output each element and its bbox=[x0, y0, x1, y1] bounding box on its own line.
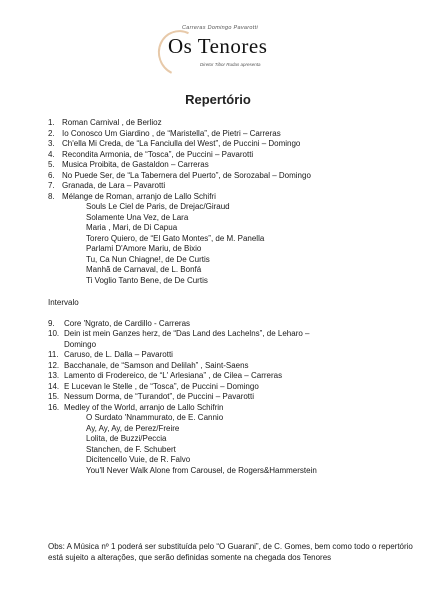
medley-subitem: Ay, Ay, Ay, de Perez/Freire bbox=[86, 423, 180, 433]
list-item bbox=[48, 392, 420, 403]
list-item bbox=[48, 139, 420, 150]
page-title: Repertório bbox=[185, 92, 251, 107]
item-number: 4. bbox=[48, 149, 55, 159]
list-item bbox=[48, 350, 420, 361]
medley-subitem: Manhã de Carnaval, de L. Bonfá bbox=[86, 265, 202, 274]
list-item bbox=[48, 160, 420, 171]
medley-subitem: Stanchen, de F. Schubert bbox=[86, 444, 176, 454]
item-text: Core 'Ngrato, de Cardillo - Carreras bbox=[64, 318, 191, 328]
item-text: Ch'ella Mi Creda, de “La Fanciulla del West”, de Puccini – Domingo bbox=[62, 139, 301, 148]
item-number: 9. bbox=[48, 318, 55, 328]
item-number: 12. bbox=[48, 360, 60, 370]
medley-subitem: Souls Le Ciel de Paris, de Drejac/Giraud bbox=[86, 202, 230, 211]
medley-subitem: Parlami D'Amore Mariu, de Bixio bbox=[86, 244, 202, 253]
item-text: Roman Carnival , de Berlioz bbox=[62, 118, 162, 127]
medley-subitem: Maria , Mari, de Di Capua bbox=[86, 223, 178, 232]
footnote: Obs: A Música nº 1 poderá ser substituída pelo “O Guarani”, de C. Gomes, bem como todo o repertório está sujeito a alterações, que serão definidas somente na chegada dos Tenores bbox=[48, 542, 413, 562]
item-number: 15. bbox=[48, 392, 60, 401]
list-item bbox=[48, 181, 420, 192]
item-number: 1. bbox=[48, 118, 55, 127]
logo-singers-line: Carreras Domingo Pavarotti bbox=[182, 25, 258, 31]
item-number: 16. bbox=[48, 402, 60, 412]
list-item bbox=[48, 403, 420, 414]
item-text: Nessum Dorma, de “Turandot”, de Puccini – Pavarotti bbox=[64, 392, 255, 401]
item-number: 8. bbox=[48, 191, 55, 201]
item-number: 2. bbox=[48, 128, 55, 138]
list-item bbox=[48, 150, 420, 161]
list-item bbox=[48, 192, 420, 203]
item-text: Io Conosco Um Giardino , de “Maristella”, de Pietri – Carreras bbox=[62, 128, 281, 138]
os-tenores-logo bbox=[148, 22, 298, 78]
item-continuation: Domingo bbox=[64, 339, 97, 349]
item-text: Caruso, de L. Dalla – Pavarotti bbox=[64, 350, 173, 359]
medley-subitem: O Surdato 'Nnammurato, de E. Cannio bbox=[86, 413, 224, 422]
item-text: Medley of the World, arranjo de Lallo Schifrin bbox=[64, 402, 224, 412]
item-text: Bacchanale, de “Samson and Delilah” , Saint-Saens bbox=[64, 360, 249, 370]
item-number: 11. bbox=[48, 350, 59, 359]
item-text: Mélange de Roman, arranjo de Lallo Schifri bbox=[62, 191, 216, 201]
intermission-label: Intervalo bbox=[48, 298, 79, 307]
list-item bbox=[48, 371, 420, 382]
list-item bbox=[48, 129, 420, 140]
list-item bbox=[48, 361, 420, 372]
item-text: Granada, de Lara – Pavarotti bbox=[62, 181, 166, 190]
medley-subitem: Lolita, de Buzzi/Peccia bbox=[86, 434, 167, 443]
item-text: Recondita Armonia, de “Tosca”, de Puccini – Pavarotti bbox=[62, 149, 254, 159]
list-item bbox=[48, 171, 420, 182]
medley-subitem: Ti Voglio Tanto Bene, de De Curtis bbox=[86, 275, 208, 285]
spacer bbox=[48, 286, 420, 298]
repertoire-list bbox=[48, 118, 420, 476]
logo-brand-name: Os Tenores bbox=[168, 34, 268, 58]
item-number: 5. bbox=[48, 160, 55, 169]
item-text: Musica Proibita, de Gastaldon – Carreras bbox=[62, 160, 209, 169]
medley-subitem: Solamente Una Vez, de Lara bbox=[86, 212, 189, 222]
list-item bbox=[48, 382, 420, 393]
item-number: 3. bbox=[48, 139, 55, 148]
item-text: No Puede Ser, de “La Tabernera del Puerto”, de Sorozabal – Domingo bbox=[62, 170, 311, 180]
medley-subitem: Tu, Ca Nun Chiagne!, de De Curtis bbox=[86, 254, 210, 264]
item-number: 10. bbox=[48, 329, 60, 338]
medley-subitem: Torero Quiero, de “El Gato Montes”, de M. Panella bbox=[86, 233, 265, 243]
item-number: 7. bbox=[48, 181, 55, 190]
item-text: Lamento di Frodereico, de “L' Arlesiana” , de Cilea – Carreras bbox=[64, 371, 283, 380]
medley-subitem: You'll Never Walk Alone from Carousel, de Rogers&Hammerstein bbox=[86, 465, 317, 475]
item-number: 6. bbox=[48, 170, 55, 180]
item-number: 14. bbox=[48, 381, 60, 391]
list-item bbox=[48, 118, 420, 129]
list-item bbox=[48, 329, 420, 340]
list-item bbox=[48, 319, 420, 330]
medley-subitem: Dicitencello Vuie, de R. Falvo bbox=[86, 455, 191, 464]
item-text: Dein ist mein Ganzes herz, de “Das Land des Lachelns”, de Leharo – bbox=[64, 329, 310, 338]
logo-presenter-line: Diretor Tibor Rudas apresenta bbox=[200, 62, 261, 67]
item-text: E Lucevan le Stelle , de “Tosca”, de Puccini – Domingo bbox=[64, 381, 259, 391]
item-number: 13. bbox=[48, 371, 60, 380]
